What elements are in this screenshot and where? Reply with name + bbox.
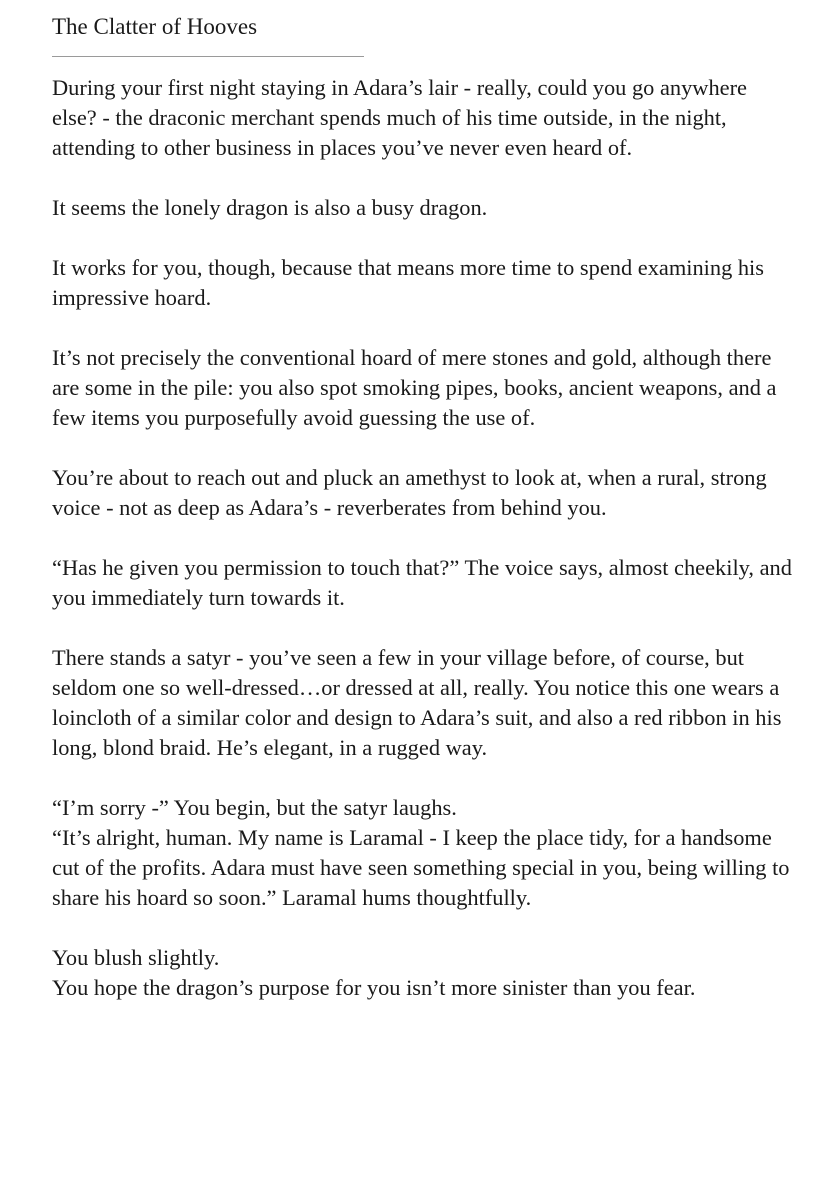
paragraph: It works for you, though, because that means more time to spend examining his impressive hoard.: [52, 255, 764, 310]
document-page: [52, 12, 792, 1003]
paragraph: “Has he given you permission to touch that?” The voice says, almost cheekily, and you immediately turn towards it.: [52, 555, 792, 610]
paragraph: It’s not precisely the conventional hoard of mere stones and gold, although there are some in the pile: you also spot smoking pipes, books, ancient weapons, and a few items you purposefully avoid guessing the use of.: [52, 345, 777, 430]
paragraph: You hope the dragon’s purpose for you isn’t more sinister than you fear.: [52, 975, 696, 1000]
paragraph: It seems the lonely dragon is also a busy dragon.: [52, 195, 488, 220]
paragraph: You blush slightly.: [52, 945, 220, 970]
paragraph: You’re about to reach out and pluck an amethyst to look at, when a rural, strong voice - not as deep as Adara’s - reverberates from behind you.: [52, 465, 767, 520]
paragraph: “It’s alright, human. My name is Laramal - I keep the place tidy, for a handsome cut of the profits. Adara must have seen something special in you, being willing to share his hoard so soon.” Laramal hums thoughtfully.: [52, 825, 790, 910]
paragraph: “I’m sorry -” You begin, but the satyr laughs.: [52, 795, 457, 820]
title-divider: [52, 56, 364, 57]
paragraph: During your first night staying in Adara’s lair - really, could you go anywhere else? - the draconic merchant spends much of his time outside, in the night, attending to other business in places you’ve never even heard of.: [52, 75, 747, 160]
paragraph: There stands a satyr - you’ve seen a few in your village before, of course, but seldom one so well-dressed…or dressed at all, really. You notice this one wears a loincloth of a similar color and design to Adara’s suit, and also a red ribbon in his long, blond braid. He’s elegant, in a rugged way.: [52, 645, 782, 760]
document-title: The Clatter of Hooves: [52, 14, 258, 39]
